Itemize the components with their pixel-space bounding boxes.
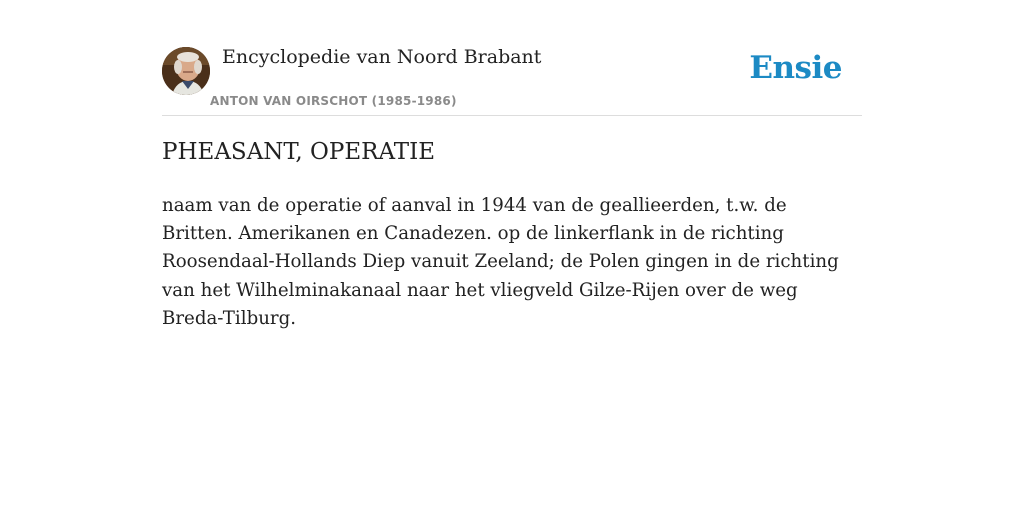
header-divider	[162, 115, 862, 116]
author-avatar[interactable]	[162, 47, 210, 95]
author-name[interactable]: ANTON VAN OIRSCHOT (1985-1986)	[210, 94, 457, 108]
ensie-logo[interactable]: Ensie	[749, 50, 842, 86]
entry-title: PHEASANT, OPERATIE	[162, 139, 436, 165]
author-portrait-image	[162, 47, 210, 95]
source-title[interactable]: Encyclopedie van Noord Brabant	[222, 46, 542, 68]
entry-body: naam van de operatie of aanval in 1944 van de geallieerden, t.w. de Britten. Amerikanen en Canadezen. op de linkerflank in de richting Roosendaal-Hollands Diep vanuit Zeeland; de Polen gingen in de richting van het Wilhelminakanaal naar het vliegveld Gilze-Rijen over de weg Breda-Tilburg.	[162, 195, 839, 329]
entry-header	[162, 44, 862, 116]
